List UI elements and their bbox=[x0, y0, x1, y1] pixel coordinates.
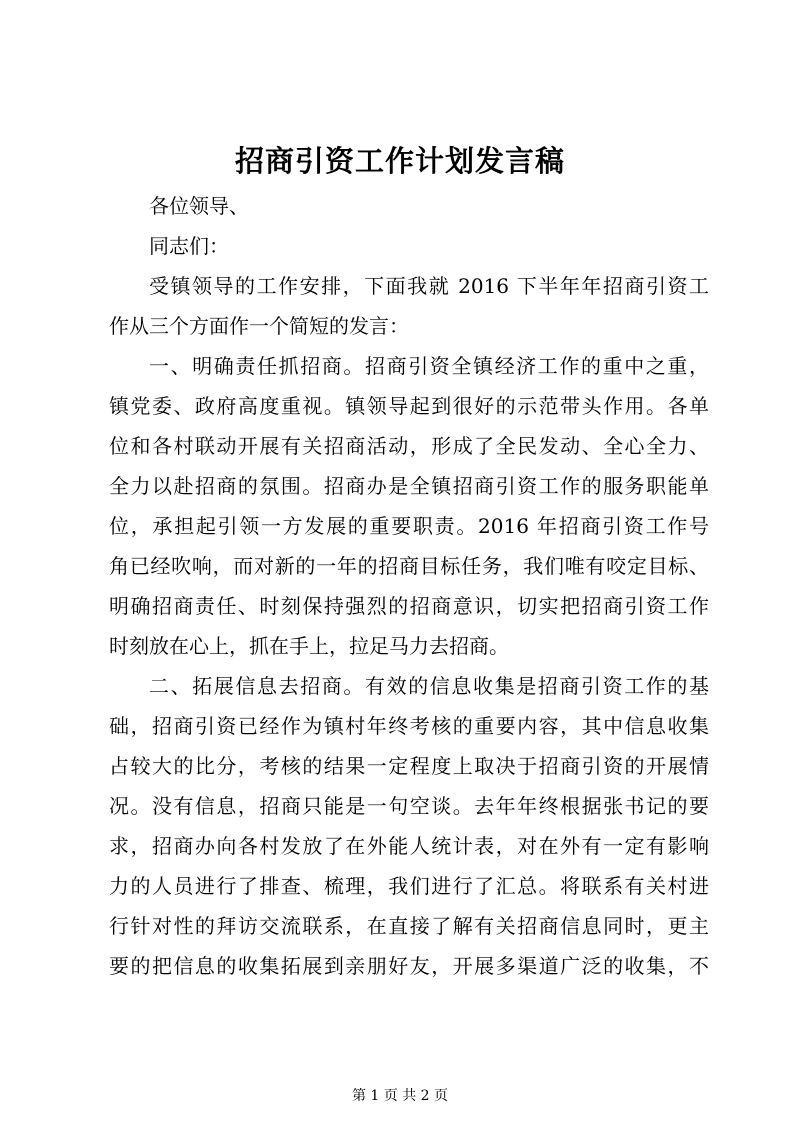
body-line: 要的把信息的收集拓展到亲朋好友，开展多渠道广泛的收集，不 bbox=[109, 954, 709, 978]
body-line: 明确招商责任、时刻保持强烈的招商意识，切实把招商引资工作 bbox=[109, 594, 709, 618]
body-line: 角已经吹响，而对新的一年的招商目标任务，我们唯有咬定目标、 bbox=[109, 554, 709, 578]
body-line: 一、明确责任抓招商。招商引资全镇经济工作的重中之重， bbox=[149, 354, 709, 378]
body-line: 同志们： bbox=[149, 234, 229, 258]
body-line: 作从三个方面作一个简短的发言： bbox=[109, 314, 409, 338]
body-line: 况。没有信息，招商只能是一句空谈。去年年终根据张书记的要 bbox=[109, 794, 709, 818]
body-line: 各位领导、 bbox=[149, 194, 249, 218]
body-line: 求，招商办向各村发放了在外能人统计表，对在外有一定有影响 bbox=[109, 834, 709, 858]
document-body bbox=[109, 186, 709, 986]
body-line: 全力以赴招商的氛围。招商办是全镇招商引资工作的服务职能单 bbox=[109, 474, 709, 498]
body-line: 镇党委、政府高度重视。镇领导起到很好的示范带头作用。各单 bbox=[109, 394, 709, 418]
body-line: 行针对性的拜访交流联系，在直接了解有关招商信息同时，更主 bbox=[109, 914, 709, 938]
body-line: 占较大的比分，考核的结果一定程度上取决于招商引资的开展情 bbox=[109, 754, 709, 778]
body-line: 础，招商引资已经作为镇村年终考核的重要内容，其中信息收集 bbox=[109, 714, 709, 738]
body-line: 受镇领导的工作安排，下面我就 2016 下半年年招商引资工 bbox=[149, 274, 709, 298]
body-line: 时刻放在心上，抓在手上，拉足马力去招商。 bbox=[109, 634, 509, 658]
body-line: 位，承担起引领一方发展的重要职责。2016 年招商引资工作号 bbox=[109, 514, 709, 538]
body-line: 二、拓展信息去招商。有效的信息收集是招商引资工作的基 bbox=[149, 674, 709, 698]
body-line: 力的人员进行了排查、梳理，我们进行了汇总。将联系有关村进 bbox=[109, 874, 709, 898]
document-title: 招商引资工作计划发言稿 bbox=[234, 144, 565, 178]
page-number: 第 1 页 共 2 页 bbox=[351, 1088, 449, 1104]
body-line: 位和各村联动开展有关招商活动，形成了全民发动、全心全力、 bbox=[109, 434, 709, 458]
